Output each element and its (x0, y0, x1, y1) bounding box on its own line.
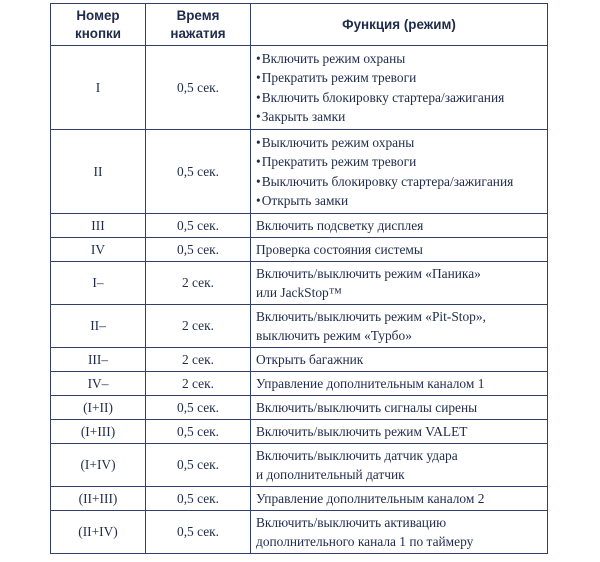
function-bullet-item: • Прекратить режим тревоги (256, 152, 542, 172)
cell-press-time: 0,5 сек. (146, 238, 251, 262)
button-function-table (50, 3, 548, 554)
table-row (51, 420, 548, 444)
table-row (51, 348, 548, 372)
cell-function (251, 214, 548, 238)
function-bullet-item: • Прекратить режим тревоги (256, 68, 542, 88)
header-press-time (146, 4, 251, 46)
cell-function (251, 262, 548, 305)
table-row (51, 511, 548, 554)
function-bullet-list (256, 49, 542, 127)
function-text-line: дополнительного канала 1 по таймеру (256, 534, 474, 549)
table-row (51, 487, 548, 511)
function-text-line: Включить/выключить режим VALET (256, 424, 468, 439)
cell-button-number: III (51, 214, 146, 238)
function-text-line: или JackStop™ (256, 285, 342, 300)
button-function-table-container (50, 3, 547, 554)
header-button-line1: Номер (76, 7, 120, 23)
table-row (51, 262, 548, 305)
cell-function (251, 511, 548, 554)
function-text-line: выключить режим «Турбо» (256, 328, 412, 343)
cell-button-number: I (51, 46, 146, 130)
table-row (51, 396, 548, 420)
cell-button-number: (I+II) (51, 396, 146, 420)
function-text-line: Управление дополнительным каналом 2 (256, 491, 485, 506)
table-row (51, 372, 548, 396)
table-body (51, 46, 548, 554)
function-text-line: Включить/выключить режим «Pit-Stop», (256, 309, 486, 324)
table-header-row (51, 4, 548, 46)
header-button-line2: кнопки (75, 25, 121, 41)
function-text-line: и дополнительный датчик (256, 467, 405, 482)
function-text-line: Управление дополнительным каналом 1 (256, 376, 485, 391)
function-text-line: Включить подсветку дисплея (256, 218, 424, 233)
function-bullet-list (256, 133, 542, 211)
function-text-line: Проверка состояния системы (256, 242, 423, 257)
cell-function (251, 238, 548, 262)
cell-button-number: II– (51, 305, 146, 348)
function-bullet-item: • Выключить блокировку стартера/зажигания (256, 172, 542, 192)
cell-function (251, 46, 548, 130)
table-row (51, 305, 548, 348)
cell-function (251, 444, 548, 487)
table-row (51, 444, 548, 487)
header-function: Функция (режим) (251, 4, 548, 46)
function-text-line: Включить/выключить активацию (256, 515, 447, 530)
header-time-line2: нажатия (170, 25, 226, 41)
table-row (51, 238, 548, 262)
cell-button-number: I– (51, 262, 146, 305)
cell-press-time: 0,5 сек. (146, 487, 251, 511)
cell-press-time: 0,5 сек. (146, 214, 251, 238)
function-text-line: Открыть багажник (256, 352, 364, 367)
table-row (51, 214, 548, 238)
cell-function (251, 130, 548, 214)
cell-press-time: 0,5 сек. (146, 420, 251, 444)
function-text-line: Включить/выключить режим «Паника» (256, 266, 481, 281)
cell-button-number: (I+IV) (51, 444, 146, 487)
cell-press-time: 0,5 сек. (146, 444, 251, 487)
header-time-line1: Время (176, 7, 220, 23)
cell-function (251, 420, 548, 444)
cell-button-number: II (51, 130, 146, 214)
function-bullet-item: • Закрыть замки (256, 107, 542, 127)
function-bullet-item: • Открыть замки (256, 191, 542, 211)
cell-press-time: 2 сек. (146, 262, 251, 305)
cell-button-number: (I+III) (51, 420, 146, 444)
cell-function (251, 305, 548, 348)
function-bullet-item: • Выключить режим охраны (256, 133, 542, 153)
cell-press-time: 0,5 сек. (146, 46, 251, 130)
cell-function (251, 348, 548, 372)
cell-press-time: 2 сек. (146, 305, 251, 348)
cell-press-time: 2 сек. (146, 348, 251, 372)
function-text-line: Включить/выключить сигналы сирены (256, 400, 478, 415)
cell-press-time: 0,5 сек. (146, 396, 251, 420)
cell-button-number: IV (51, 238, 146, 262)
cell-function (251, 396, 548, 420)
cell-button-number: IV– (51, 372, 146, 396)
cell-button-number: (II+III) (51, 487, 146, 511)
cell-function (251, 372, 548, 396)
header-button-number (51, 4, 146, 46)
function-bullet-item: • Включить блокировку стартера/зажигания (256, 88, 542, 108)
table-row (51, 130, 548, 214)
table-row (51, 46, 548, 130)
cell-function (251, 487, 548, 511)
cell-press-time: 0,5 сек. (146, 511, 251, 554)
cell-press-time: 0,5 сек. (146, 130, 251, 214)
cell-button-number: (II+IV) (51, 511, 146, 554)
function-bullet-item: • Включить режим охраны (256, 49, 542, 69)
function-text-line: Включить/выключить датчик удара (256, 448, 458, 463)
cell-button-number: III– (51, 348, 146, 372)
cell-press-time: 2 сек. (146, 372, 251, 396)
